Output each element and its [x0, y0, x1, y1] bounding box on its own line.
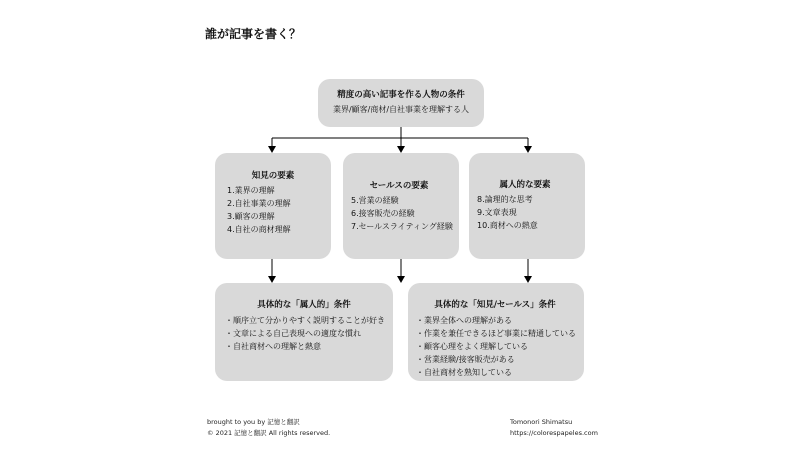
- footer-copyright: © 2021 記憶と翻訳 All rights reserved.: [207, 429, 331, 437]
- knowledge-sales-conditions-node: [408, 283, 584, 381]
- page-title: 誰が記事を書く？: [205, 27, 302, 41]
- list-item: ・業界全体への理解がある: [416, 316, 512, 325]
- root-subtitle: 業界/顧客/商材/自社事業を理解する人: [332, 105, 470, 114]
- list-item: 1.業界の理解: [227, 186, 275, 195]
- sales-heading: セールスの要素: [369, 181, 429, 191]
- list-item: ・顧客心理をよく理解している: [416, 342, 528, 351]
- list-item: ・作業を兼任できるほど事業に精通している: [416, 329, 576, 338]
- list-item: ・営業経験/接客販売がある: [416, 355, 515, 364]
- footer-author: Tomonori Shimatsu: [510, 418, 573, 426]
- list-item: 10.商材への熱意: [477, 221, 538, 230]
- knowledge-sales-conditions-heading: 具体的な「知見/セールス」条件: [434, 300, 556, 310]
- knowledge-heading: 知見の要素: [251, 171, 295, 181]
- footer-url: https://colorespapeles.com: [510, 429, 598, 437]
- personal-node: [469, 153, 585, 259]
- personal-conditions-node: [215, 283, 393, 381]
- footer-right: [510, 417, 598, 439]
- list-item: 8.論理的な思考: [477, 195, 533, 204]
- list-item: 5.営業の経験: [351, 196, 399, 205]
- list-item: 3.顧客の理解: [227, 212, 275, 221]
- root-node: [318, 79, 484, 127]
- knowledge-node: [215, 153, 331, 259]
- list-item: 7.セールスライティング経験: [351, 222, 453, 231]
- list-item: 2.自社事業の理解: [227, 199, 291, 208]
- list-item: 6.接客販売の経験: [351, 209, 415, 218]
- footer-credit: brought to you by 記憶と翻訳: [207, 418, 300, 426]
- personal-conditions-heading: 具体的な「属人的」条件: [257, 300, 351, 310]
- footer-left: [207, 417, 330, 439]
- list-item: 9.文章表現: [477, 208, 517, 217]
- list-item: 4.自社の商材理解: [227, 225, 291, 234]
- list-item: ・順序立て分かりやすく説明することが好き: [225, 316, 385, 325]
- sales-node: [343, 153, 459, 259]
- list-item: ・自社商材を熟知している: [416, 368, 512, 377]
- personal-heading: 属人的な要素: [499, 180, 551, 190]
- list-item: ・文章による自己表現への適度な慣れ: [225, 329, 361, 338]
- list-item: ・自社商材への理解と熱意: [225, 342, 321, 351]
- root-heading: 精度の高い記事を作る人物の条件: [337, 90, 465, 100]
